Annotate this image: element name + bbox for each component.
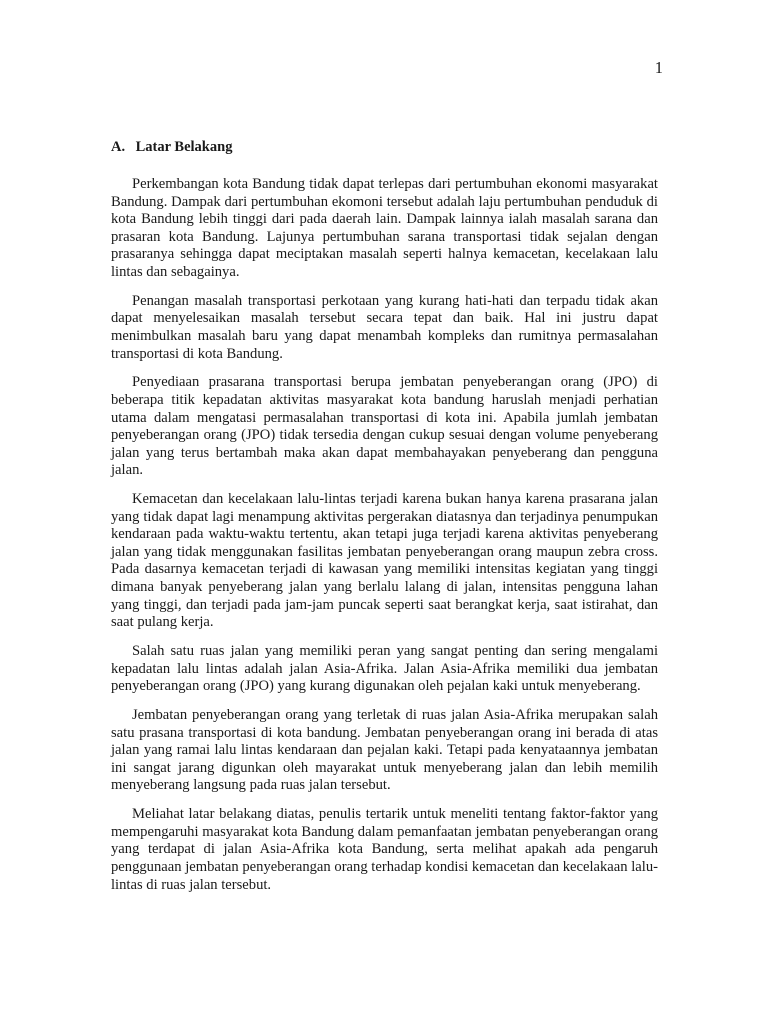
paragraph: Salah satu ruas jalan yang memiliki peran yang sangat penting dan sering mengalami kepadatan lalu lintas adalah jalan Asia-Afrika. Jalan Asia-Afrika memiliki dua jembatan penyeberangan orang (JPO) yang kurang digunakan oleh pejalan kaki untuk menyeberang. — [111, 643, 658, 695]
paragraph: Jembatan penyeberangan orang yang terletak di ruas jalan Asia-Afrika merupakan salah satu prasana transportasi di kota bandung. Jembatan penyeberangan orang ini berada di atas jalan yang ramai lalu lintas kendaraan dan pejalan kaki. Tetapi pada kenyataannya jembatan ini sangat jarang digunkan oleh mayarakat untuk menyeberang jalan dan lebih memilih menyeberang langsung pada ruas jalan tersebut. — [111, 706, 658, 794]
body-text — [111, 176, 658, 905]
paragraph: Penyediaan prasarana transportasi berupa jembatan penyeberangan orang (JPO) di beberapa titik kepadatan aktivitas masyarakat kota bandung haruslah menjadi perhatian utama dalam mengatasi permasalahan transportasi di kota ini. Apabila jumlah jembatan penyeberangan orang (JPO) tidak tersedia dengan cukup sesuai dengan volume penyeberang jalan yang terus bertambah maka akan dapat membahayakan penyeberang dan pengguna jalan. — [111, 374, 658, 479]
paragraph: Meliahat latar belakang diatas, penulis tertarik untuk meneliti tentang faktor-faktor yang mempengaruhi masyarakat kota Bandung dalam pemanfaatan jembatan penyeberangan orang yang terdapat di jalan Asia-Afrika kota Bandung, serta melihat apakah ada pengaruh penggunaan jembatan penyeberangan orang terhadap kondisi kemacetan dan kecelakaan lalu-lintas di ruas jalan tersebut. — [111, 806, 658, 893]
section-title: Latar Belakang — [135, 139, 233, 155]
section-label: A. — [111, 139, 126, 155]
paragraph: Penangan masalah transportasi perkotaan yang kurang hati-hati dan terpadu tidak akan dapat menyelesaikan masalah tersebut secara tepat dan baik. Hal ini justru dapat menimbulkan masalah baru yang dapat menambah kompleks dan rumitnya permasalahan transportasi di kota Bandung. — [111, 292, 658, 362]
paragraph: Perkembangan kota Bandung tidak dapat terlepas dari pertumbuhan ekonomi masyarakat Bandung. Dampak dari pertumbuhan ekomoni tersebut adalah laju pertumbuhan penduduk di kota Bandung lebih tinggi dari pada daerah lain. Dampak lainnya ialah masalah sarana dan prasaran kota Bandung. Lajunya pertumbuhan sarana transportasi tidak sejalan dengan prasaranya sehingga dapat meciptakan masalah seperti halnya kemacetan, kecelakaan lalu lintas dan sebagainya. — [111, 176, 658, 280]
paragraph: Kemacetan dan kecelakaan lalu-lintas terjadi karena bukan hanya karena prasarana jalan yang tidak dapat lagi menampung aktivitas pergerakan diatasnya dan terjadinya penumpukan kendaraan pada waktu-waktu tertentu, akan tetapi juga terjadi karena aktivitas penyeberang jalan yang tidak menggunakan fasilitas jembatan penyeberangan orang maupun zebra cross. Pada dasarnya kemacetan terjadi di kawasan yang memiliki intensitas kegiatan yang tinggi dimana banyak penyeberang jalan yang berlalu lalang di jalan, intensitas pengguna lahan yang tinggi, dan terjadi pada jam-jam puncak seperti saat berangkat kerja, saat istirahat, dan saat pulang kerja. — [111, 491, 658, 631]
section-heading — [111, 138, 232, 156]
page-number: 1 — [654, 58, 663, 77]
